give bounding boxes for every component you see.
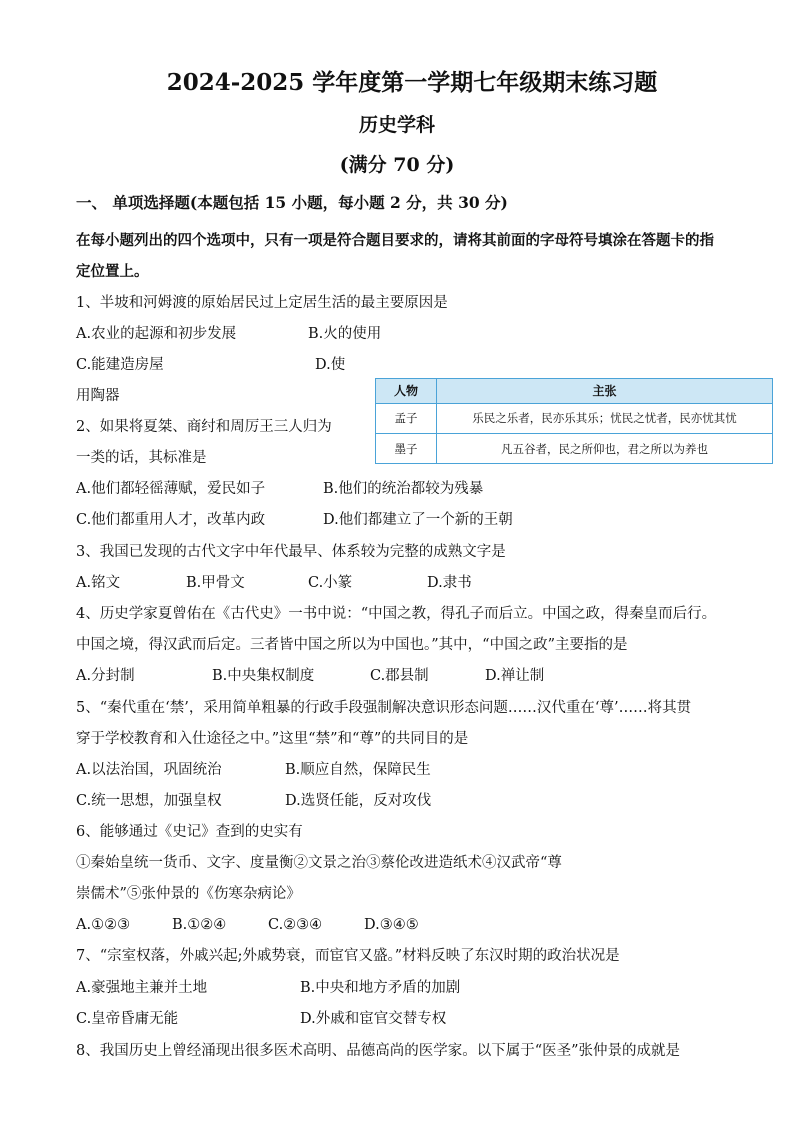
subject-title: 历史学科 [358, 114, 435, 136]
q1-option-c: C.能建造房屋 [76, 357, 164, 373]
q5-option-d: D.选贤任能，反对攻伐 [285, 793, 432, 809]
q3-option-d: D.隶书 [427, 575, 472, 591]
q4-option-a: A.分封制 [76, 668, 135, 684]
q5-stem-line-1: 5、“秦代重在‘禁’，采用简单粗暴的行政手段强制解决意识形态问题……汉代重在‘尊’……将其贯 [76, 700, 692, 716]
q4-stem-line-1: 4、历史学家夏曾佑在《古代史》一书中说：“中国之教，得孔子而后立。中国之政，得秦皇而后行。 [76, 606, 717, 622]
q6-items-line-1: ①秦始皇统一货币、文字、度量衡②文景之治③蔡伦改进造纸术④汉武帝“尊 [76, 855, 562, 871]
q3-option-b: B.甲骨文 [186, 575, 245, 591]
q6-option-b: B.①②④ [172, 917, 227, 933]
q2-option-b: B.他们的统治都较为残暴 [323, 481, 484, 497]
row-claim: 凡五谷者，民之所仰也，君之所以为养也 [436, 434, 772, 464]
q3-option-c: C.小篆 [308, 575, 353, 591]
full-score: (满分 70 分) [339, 154, 455, 176]
exam-title: 2024-2025 学年度第一学期七年级期末练习题 [166, 69, 658, 96]
q7-stem: 7、“宗室权落，外戚兴起;外戚势衰，而宦官又盛。”材料反映了东汉时期的政治状况是 [76, 948, 620, 964]
row-claim: 乐民之乐者，民亦乐其乐；忧民之忧者，民亦忧其忧 [436, 403, 772, 433]
q6-option-c: C.②③④ [268, 917, 323, 933]
q4-option-c: C.郡县制 [370, 668, 429, 684]
q3-option-a: A.铭文 [76, 575, 121, 591]
q6-stem: 6、能够通过《史记》查到的史实有 [76, 824, 303, 840]
q8-stem: 8、我国历史上曾经涌现出很多医术高明、品德高尚的医学家。以下属于“医圣”张仲景的成就是 [76, 1043, 681, 1059]
q1-option-d: D.使 [315, 357, 346, 373]
section-heading: 一、 单项选择题(本题包括 15 小题，每小题 2 分，共 30 分) [76, 193, 508, 212]
q4-option-b: B.中央集权制度 [212, 668, 315, 684]
q7-option-b: B.中央和地方矛盾的加剧 [300, 980, 461, 996]
q2-option-a: A.他们都轻徭薄赋，爱民如子 [76, 481, 266, 497]
q2-option-c: C.他们都重用人才，改革内政 [76, 512, 266, 528]
q2-option-d: D.他们都建立了一个新的王朝 [323, 512, 513, 528]
q7-option-d: D.外戚和宦官交替专权 [300, 1011, 447, 1027]
table-row [376, 403, 772, 434]
q2-stem-line-2: 一类的话，其标准是 [76, 450, 207, 466]
q2-stem-line-1: 2、如果将夏桀、商纣和周厉王三人归为 [76, 419, 332, 435]
claims-table [375, 378, 773, 464]
q4-option-d: D.禅让制 [485, 668, 545, 684]
q1-option-b: B.火的使用 [308, 326, 382, 342]
q1-option-d-cont: 用陶器 [76, 388, 120, 404]
q5-option-a: A.以法治国，巩固统治 [76, 762, 222, 778]
q7-option-a: A.豪强地主兼并土地 [76, 980, 208, 996]
row-person: 墨子 [394, 442, 418, 456]
row-person: 孟子 [394, 411, 418, 425]
q4-stem-line-2: 中国之境，得汉武而后定。三者皆中国之所以为中国也。”其中，“中国之政”主要指的是 [76, 637, 628, 653]
q1-option-a: A.农业的起源和初步发展 [76, 326, 237, 342]
q1-stem: 1、半坡和河姆渡的原始居民过上定居生活的最主要原因是 [76, 295, 448, 311]
q6-items-line-2: 崇儒术”⑤张仲景的《伤寒杂病论》 [76, 886, 301, 902]
q7-option-c: C.皇帝昏庸无能 [76, 1011, 179, 1027]
q3-stem: 3、我国已发现的古代文字中年代最早、体系较为完整的成熟文字是 [76, 544, 506, 560]
table-header [376, 379, 772, 404]
q6-option-d: D.③④⑤ [364, 917, 419, 933]
q5-stem-line-2: 穿于学校教育和入仕途径之中。”这里“禁”和“尊”的共同目的是 [76, 731, 469, 747]
q5-option-c: C.统一思想，加强皇权 [76, 793, 222, 809]
q5-option-b: B.顺应自然，保障民生 [285, 762, 431, 778]
header-claim: 主张 [436, 379, 772, 403]
header-person: 人物 [393, 384, 418, 398]
instruction-line-2: 定位置上。 [76, 263, 149, 280]
q6-option-a: A.①②③ [76, 917, 131, 933]
instruction-line-1: 在每小题列出的四个选项中，只有一项是符合题目要求的，请将其前面的字母符号填涂在答题卡的指 [76, 232, 714, 249]
table-row [376, 434, 772, 464]
